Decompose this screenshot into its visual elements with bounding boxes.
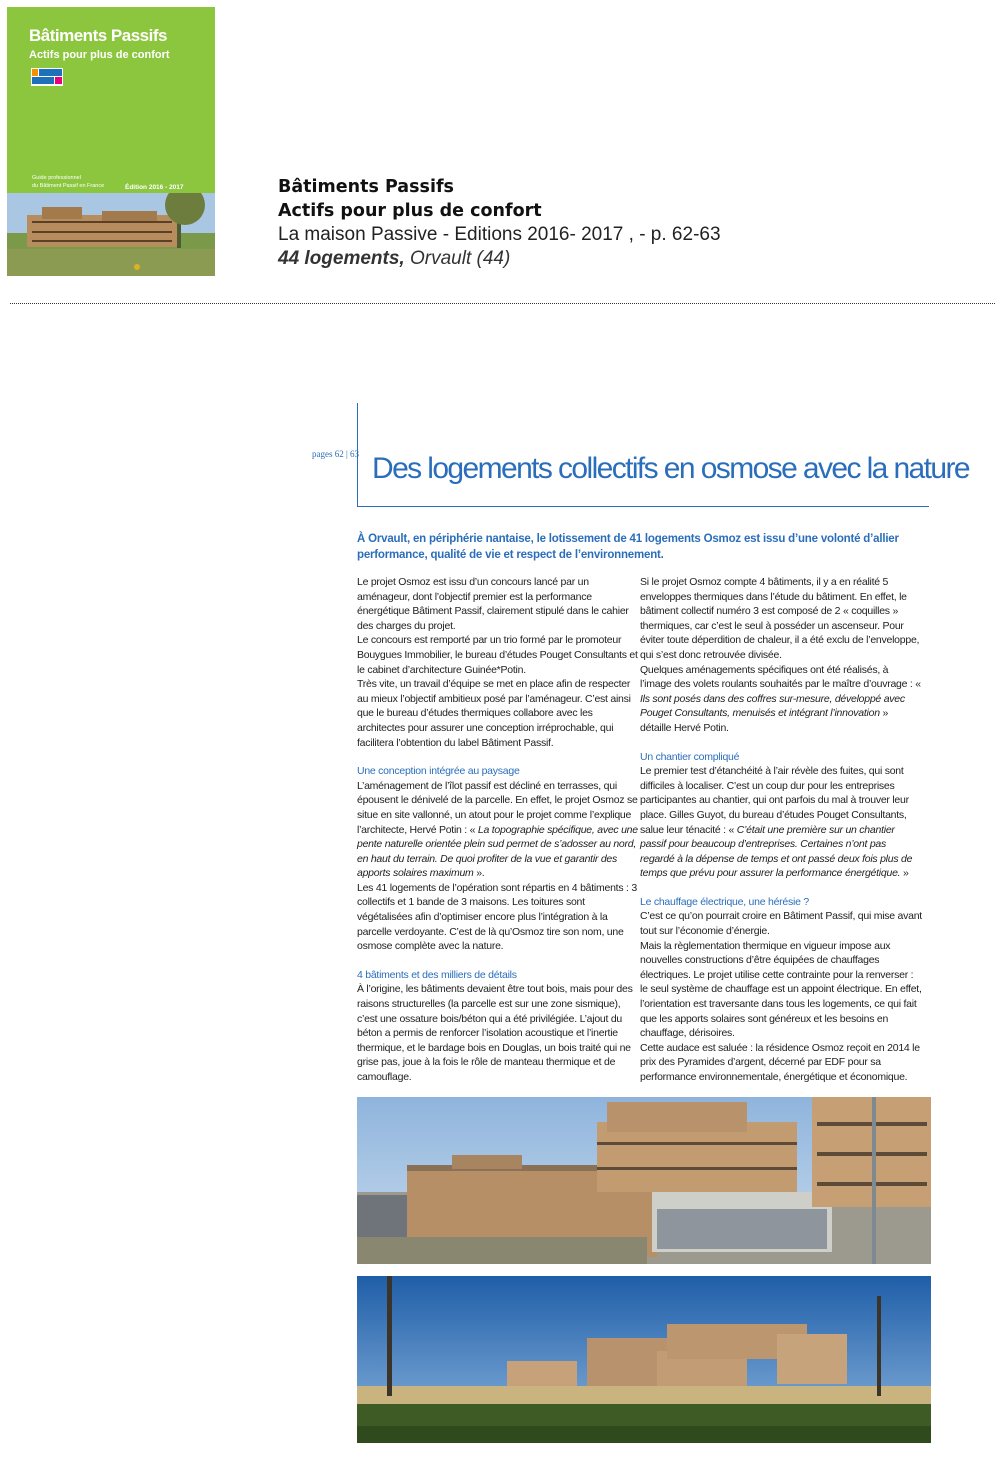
book-cover [7,7,215,276]
paragraph: Très vite, un travail d’équipe se met en place afin de respecter au mieux l’objectif ambitieux posé par l’aménageur. C’est ainsi que le bureau d’études thermiques collabore avec les architectes pour assurer une conception irréprochable, qui facilitera l’obtention du label Bâtiment Passif. [357,678,631,749]
paragraph: Mais la règlementation thermique en vigueur impose aux nouvelles constructions d’être équipées de chauffages électriques. Le projet utilise cette contrainte pour la renverser : le seul système de chauffage est un appoint électrique. En effet, l’orientation est traversante dans tous les logements, ce qui fait que les apports solaires sont généreux et les besoins en chauffage, dérisoires. [640,939,922,1040]
cover-edition: Édition 2016 - 2017 [125,184,184,191]
paragraph: C’est ce qu’on pourrait croire en Bâtiment Passif, qui mise avant tout sur l’économie d’énergie. [640,910,922,938]
paragraph [357,779,639,881]
text: » [900,867,909,880]
article-lead: À Orvault, en périphérie nantaise, le lotissement de 41 logements Osmoz est issu d’une volonté d’allier performance, qualité de vie et respect de l’environnement. [357,533,899,561]
cover-photo [7,193,215,276]
section-heading: Le chauffage électrique, une hérésie ? [640,895,809,908]
article-headline: Des logements collectifs en osmose avec la nature [372,452,969,485]
quote: Ils sont posés dans des coffres sur-mesure, développé avec Pouget Consultants, menuisés et intégrant l’innovation [640,692,905,720]
cover-subtitle: Actifs pour plus de confort [29,49,170,61]
cover-guide-line1: Guide professionnel [32,175,81,181]
reference-source: La maison Passive - Editions 2016- 2017 , - p. 62-63 [278,224,721,245]
section-heading: Un chantier compliqué [640,750,740,763]
dotted-divider [10,303,995,304]
cover-guide-text [32,174,112,190]
building-photo-wide [357,1276,931,1443]
section-heading: 4 bâtiments et des milliers de détails [357,968,517,981]
text: Quelques aménagements spécifiques ont été réalisés, à l’image des volets roulants souhaités par le maître d’ouvrage : « [640,663,921,691]
text: L’aménagement de l’îlot passif est décliné en terrasses, qui épousent le dénivelé de la parcelle. En effet, le projet Osmoz se situe en site vallonné, un atout pour le projet comme l’explique l’architecte, Hervé Potin : « [357,779,638,836]
reference-title: Bâtiments Passifs [278,177,454,197]
reference-subtitle: Actifs pour plus de confort [278,201,542,221]
quote: C’était une première sur un chantier passif pour beaucoup d’entreprises. Certaines n’ont pas regardé à la dépense de temps et ont passé deux fois plus de temps que prévu pour assurer la performance énergétique. [640,823,913,880]
cover-title: Bâtiments Passifs [29,26,167,45]
paragraph: À l’origine, les bâtiments devaient être tout bois, mais pour des raisons structurelles (la parcelle est sur une zone sismique), c’est une ossature bois/béton qui a été privilégiée. L’ajout du béton a permis de renforcer l’isolation acoustique et l’inertie thermique, et le bardage bois en Douglas, un bois traité qui ne grise pas, joue à la fois le rôle de manteau thermique et de camouflage. [357,983,633,1083]
text: ». [473,867,485,880]
maison-passive-logo [31,68,63,86]
headline-rule-horizontal [357,506,929,507]
project-location: Orvault (44) [404,248,511,269]
paragraph [640,764,922,881]
article-column-left [357,575,639,1085]
text: » détaille Hervé Potin. [640,707,889,734]
section-heading: Une conception intégrée au paysage [357,765,520,778]
project-name: 44 logements, [278,248,405,269]
paragraph [640,663,922,736]
text: Le premier test d’étanchéité à l’air révèle des fuites, qui sont difficiles à localiser. C’est un coup dur pour les entreprises participantes au chantier, qui ont parfois du mal à trouver leur place. Gilles Guyot, du bureau d’études Pouget Consultants, salue leur ténacité : « [640,765,909,836]
cover-guide-line2: du Bâtiment Passif en France [32,183,105,189]
paragraph: Le concours est remporté par un trio formé par le promoteur Bouygues Immobilier, le bureau d’études Pouget Consultants et le cabinet d’architecture Guinée*Potin. [357,634,638,676]
article-column-right [640,575,922,1085]
paragraph: Si le projet Osmoz compte 4 bâtiments, il y a en réalité 5 enveloppes thermiques dans l’étude du bâtiment. En effet, le bâtiment collectif numéro 3 est composé de 2 « coquilles » thermiques, car c’est le seul à posséder un ascenseur. Pour éviter toute déperdition de chaleur, il a été exclu de l’enveloppe, qui s’est donc retrouvée divisée. [640,576,920,661]
building-photo-close-image [357,1097,931,1264]
paragraph: Le projet Osmoz est issu d’un concours lancé par un aménageur, dont l’objectif premier est la performance énergétique Bâtiment Passif, clairement stipulé dans le cahier des charges du projet. [357,576,629,632]
paragraph: Cette audace est saluée : la résidence Osmoz reçoit en 2014 le prix des Pyramides d’argent, décerné par EDF pour sa performance environnementale, énergétique et économique. [640,1041,920,1083]
reference-project [278,247,721,271]
page-numbers: pages 62 | 63 [312,449,360,459]
paragraph: Les 41 logements de l’opération sont répartis en 4 bâtiments : 3 collectifs et 1 bande de 3 maisons. Les toitures sont végétalisées afin d’optimiser encore plus l’intégration à la parcelle verdoyante. C’est de là qu’Osmoz tire son nom, une osmose complète avec la nature. [357,881,637,953]
building-photo-wide-image [357,1276,931,1443]
reference-block [278,175,721,271]
building-photo-close [357,1097,931,1264]
quote: La topographie spécifique, avec une pente naturelle orientée plein sud permet de s’adosser au nord, en haut du terrain. De quoi profiter de la vue et garantir des apports solaires maximum [357,823,638,880]
